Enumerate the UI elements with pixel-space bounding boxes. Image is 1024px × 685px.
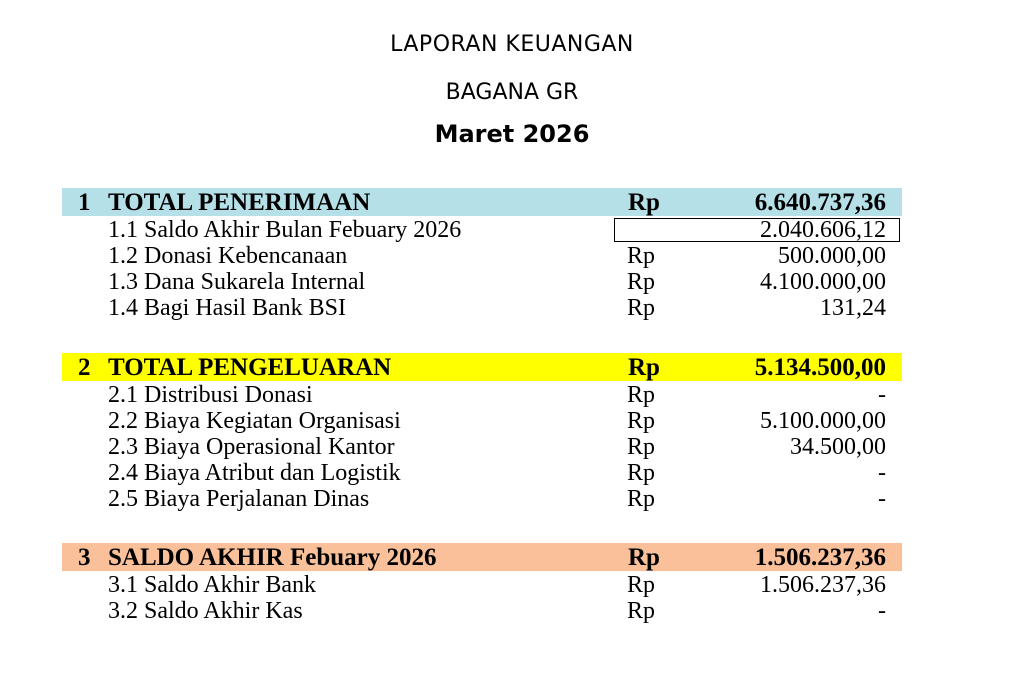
item-amount: 1.506.237,36 bbox=[760, 572, 886, 598]
item-currency: Rp bbox=[627, 295, 656, 321]
section-label: SALDO AKHIR Febuary 2026 bbox=[108, 544, 437, 571]
item-label: 1.2 Donasi Kebencanaan bbox=[108, 243, 348, 269]
line-item bbox=[62, 434, 902, 459]
section-number: 2 bbox=[78, 354, 91, 381]
item-label: 2.2 Biaya Kegiatan Organisasi bbox=[108, 408, 401, 434]
section-amount: 5.134.500,00 bbox=[754, 354, 886, 381]
report-period: Maret 2026 bbox=[434, 120, 590, 148]
item-label: 3.2 Saldo Akhir Kas bbox=[108, 598, 303, 624]
line-item bbox=[62, 269, 902, 294]
line-item bbox=[62, 243, 902, 268]
line-item bbox=[62, 295, 902, 320]
report-title: LAPORAN KEUANGAN bbox=[390, 32, 634, 57]
section-number: 3 bbox=[78, 544, 91, 571]
item-currency: Rp bbox=[627, 408, 656, 434]
item-amount: - bbox=[878, 382, 886, 408]
section-amount: 6.640.737,36 bbox=[754, 189, 886, 216]
item-amount: 5.100.000,00 bbox=[760, 408, 886, 434]
section-total-penerimaan bbox=[62, 188, 902, 216]
section-currency: Rp bbox=[628, 544, 660, 571]
item-label: 2.3 Biaya Operasional Kantor bbox=[108, 434, 395, 460]
item-label: 2.5 Biaya Perjalanan Dinas bbox=[108, 486, 370, 512]
section-amount: 1.506.237,36 bbox=[754, 544, 886, 571]
item-label: 1.3 Dana Sukarela Internal bbox=[108, 269, 366, 295]
section-total-pengeluaran bbox=[62, 353, 902, 381]
section-number: 1 bbox=[78, 189, 91, 216]
line-item bbox=[62, 572, 902, 597]
item-currency: Rp bbox=[627, 460, 656, 486]
item-amount: 34.500,00 bbox=[790, 434, 886, 460]
item-currency: Rp bbox=[627, 243, 656, 269]
item-currency: Rp bbox=[627, 434, 656, 460]
item-currency: Rp bbox=[627, 382, 656, 408]
item-amount: 500.000,00 bbox=[778, 243, 886, 269]
line-item bbox=[62, 598, 902, 623]
item-amount: - bbox=[878, 486, 886, 512]
line-item bbox=[62, 382, 902, 407]
item-currency: Rp bbox=[627, 269, 656, 295]
item-amount: 4.100.000,00 bbox=[760, 269, 886, 295]
item-currency: Rp bbox=[627, 486, 656, 512]
item-label: 1.4 Bagi Hasil Bank BSI bbox=[108, 295, 346, 321]
line-item bbox=[62, 460, 902, 485]
item-label: 1.1 Saldo Akhir Bulan Febuary 2026 bbox=[108, 217, 462, 243]
item-amount: 2.040.606,12 bbox=[760, 217, 886, 243]
item-amount: 131,24 bbox=[820, 295, 886, 321]
section-label: TOTAL PENERIMAAN bbox=[108, 189, 371, 216]
item-label: 2.4 Biaya Atribut dan Logistik bbox=[108, 460, 401, 486]
section-currency: Rp bbox=[628, 354, 660, 381]
line-item bbox=[62, 486, 902, 511]
item-label: 2.1 Distribusi Donasi bbox=[108, 382, 313, 408]
item-amount: - bbox=[878, 598, 886, 624]
item-currency: Rp bbox=[627, 572, 656, 598]
organization-name: BAGANA GR bbox=[445, 80, 579, 105]
section-saldo-akhir bbox=[62, 543, 902, 571]
item-label: 3.1 Saldo Akhir Bank bbox=[108, 572, 316, 598]
line-item bbox=[62, 408, 902, 433]
section-currency: Rp bbox=[628, 189, 660, 216]
item-currency: Rp bbox=[627, 598, 656, 624]
line-item bbox=[62, 217, 902, 242]
section-label: TOTAL PENGELUARAN bbox=[108, 354, 392, 381]
item-amount: - bbox=[878, 460, 886, 486]
